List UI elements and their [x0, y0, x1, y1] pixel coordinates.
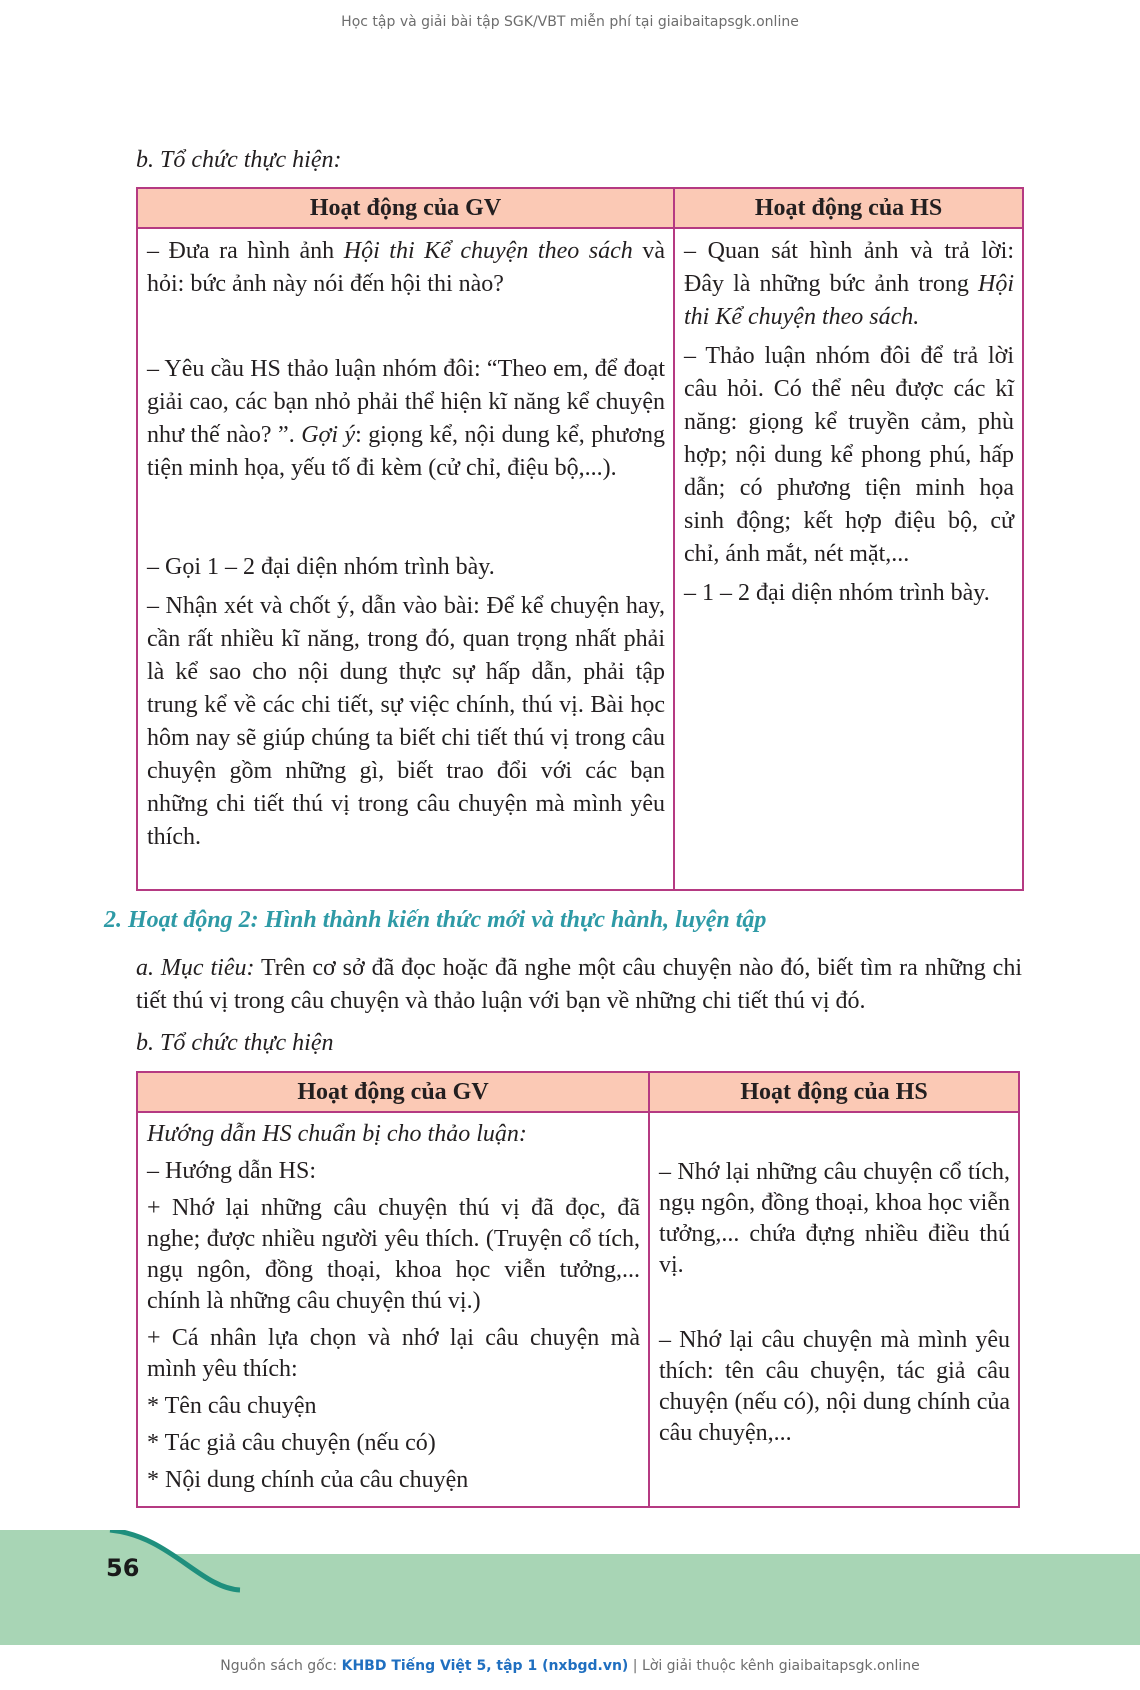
- footer-band: [0, 1530, 1140, 1645]
- text: – Đưa ra hình ảnh: [147, 238, 344, 264]
- col-header-gv: Hoạt động của GV: [137, 188, 674, 228]
- goal-paragraph: [136, 952, 1022, 1018]
- gv-cell: [137, 1112, 649, 1507]
- activity-2-heading: 2. Hoạt động 2: Hình thành kiến thức mới và thực hành, luyện tập: [104, 907, 767, 933]
- gv-paragraph: [147, 235, 665, 301]
- hs-paragraph: – Thảo luận nhóm đôi để trả lời câu hỏi. Có thể nêu được các kĩ năng: giọng kể truyền cảm, phù hợp; nội dung kể phong phú, hấp dẫn; có phương tiện minh họa sinh động; kết hợp điệu bộ, cử chỉ, ánh mắt, nét mặt,...: [684, 343, 1014, 567]
- gv-line: + Cá nhân lựa chọn và nhớ lại câu chuyện mà mình yêu thích:: [147, 1325, 640, 1382]
- gv-paragraph: – Nhận xét và chốt ý, dẫn vào bài: Để kể chuyện hay, cần rất nhiều kĩ năng, trong đó, quan trọng nhất phải là kể sao cho nội dung thực sự hấp dẫn, phải tập trung kể về các chi tiết, sự việc chính, thú vị. Bài học hôm nay sẽ giúp chúng ta biết chi tiết thú vị trong câu chuyện gồm những gì, biết trao đổi với các bạn những chi tiết thú vị trong câu chuyện mà mình yêu thích.: [147, 593, 665, 850]
- hs-paragraph: – 1 – 2 đại diện nhóm trình bày.: [684, 580, 990, 606]
- footer-suffix: | Lời giải thuộc kênh giaibaitapsgk.online: [628, 1658, 920, 1674]
- goal-label: a. Mục tiêu:: [136, 955, 255, 981]
- hs-paragraph: [684, 235, 1014, 334]
- col-header-hs: Hoạt động của HS: [649, 1072, 1019, 1112]
- italic-text: Gợi ý: [301, 422, 356, 448]
- footer-prefix: Nguồn sách gốc:: [220, 1658, 342, 1674]
- footer-source: KHBD Tiếng Việt 5, tập 1 (nxbgd.vn): [341, 1658, 629, 1674]
- gv-line: * Tác giả câu chuyện (nếu có): [147, 1430, 436, 1456]
- hs-cell: [649, 1112, 1019, 1507]
- text: : giọng kể, nội dung kể, phương tiện minh họa, yếu tố đi kèm (cử chỉ, điệu bộ,...).: [147, 422, 665, 481]
- section-label-1: b. Tổ chức thực hiện:: [136, 147, 342, 173]
- gv-intro: [147, 1119, 640, 1150]
- text: và hỏi: bức ảnh này nói đến hội thi nào?: [147, 238, 665, 297]
- hs-cell: [674, 228, 1023, 890]
- col-header-gv: Hoạt động của GV: [137, 1072, 649, 1112]
- activity-table-2: [136, 1071, 1020, 1508]
- col-header-hs: Hoạt động của HS: [674, 188, 1023, 228]
- gv-line: * Tên câu chuyện: [147, 1393, 317, 1419]
- gv-line: + Nhớ lại những câu chuyện thú vị đã đọc, đã nghe; được nhiều người yêu thích. (Truyện cổ tích, ngụ ngôn, đồng thoại, khoa học viễn tưởng,... chính là những câu chuyện thú vị.): [147, 1195, 640, 1314]
- goal-text: Trên cơ sở đã đọc hoặc đã nghe một câu chuyện nào đó, biết tìm ra những chi tiết thú vị trong câu chuyện và thảo luận với bạn về những chi tiết thú vị đó.: [136, 955, 1022, 1014]
- hs-paragraph: – Nhớ lại câu chuyện mà mình yêu thích: tên câu chuyện, tác giả câu chuyện (nếu có), nội dung chính của câu chuyện,...: [659, 1327, 1010, 1446]
- activity-table-1: [136, 187, 1024, 891]
- gv-paragraph: [147, 353, 665, 485]
- gv-paragraph: – Gọi 1 – 2 đại diện nhóm trình bày.: [147, 554, 495, 580]
- top-banner: Học tập và giải bài tập SGK/VBT miễn phí tại giaibaitapsgk.online: [341, 14, 799, 30]
- hs-paragraph: – Nhớ lại những câu chuyện cổ tích, ngụ ngôn, đồng thoại, khoa học viễn tưởng,... chứa đựng nhiều điều thú vị.: [659, 1159, 1010, 1278]
- text: – Yêu cầu HS thảo luận nhóm đôi: “Theo em, để đoạt giải cao, các bạn nhỏ phải thể hiện kĩ năng kể chuyện như thế nào? ”.: [147, 356, 665, 448]
- section-label-2: b. Tổ chức thực hiện: [136, 1030, 334, 1056]
- gv-cell: [137, 228, 674, 890]
- page-number: 56: [106, 1554, 140, 1582]
- italic-text: Hội thi Kể chuyện theo sách.: [684, 271, 1014, 330]
- bottom-banner: [0, 1658, 1140, 1674]
- gv-line: * Nội dung chính của câu chuyện: [147, 1467, 469, 1493]
- italic-text: Hướng dẫn HS chuẩn bị cho thảo luận:: [147, 1121, 527, 1147]
- gv-line: – Hướng dẫn HS:: [147, 1158, 317, 1184]
- italic-text: Hội thi Kể chuyện theo sách: [343, 238, 633, 264]
- text: – Quan sát hình ảnh và trả lời: Đây là những bức ảnh trong: [684, 238, 1014, 297]
